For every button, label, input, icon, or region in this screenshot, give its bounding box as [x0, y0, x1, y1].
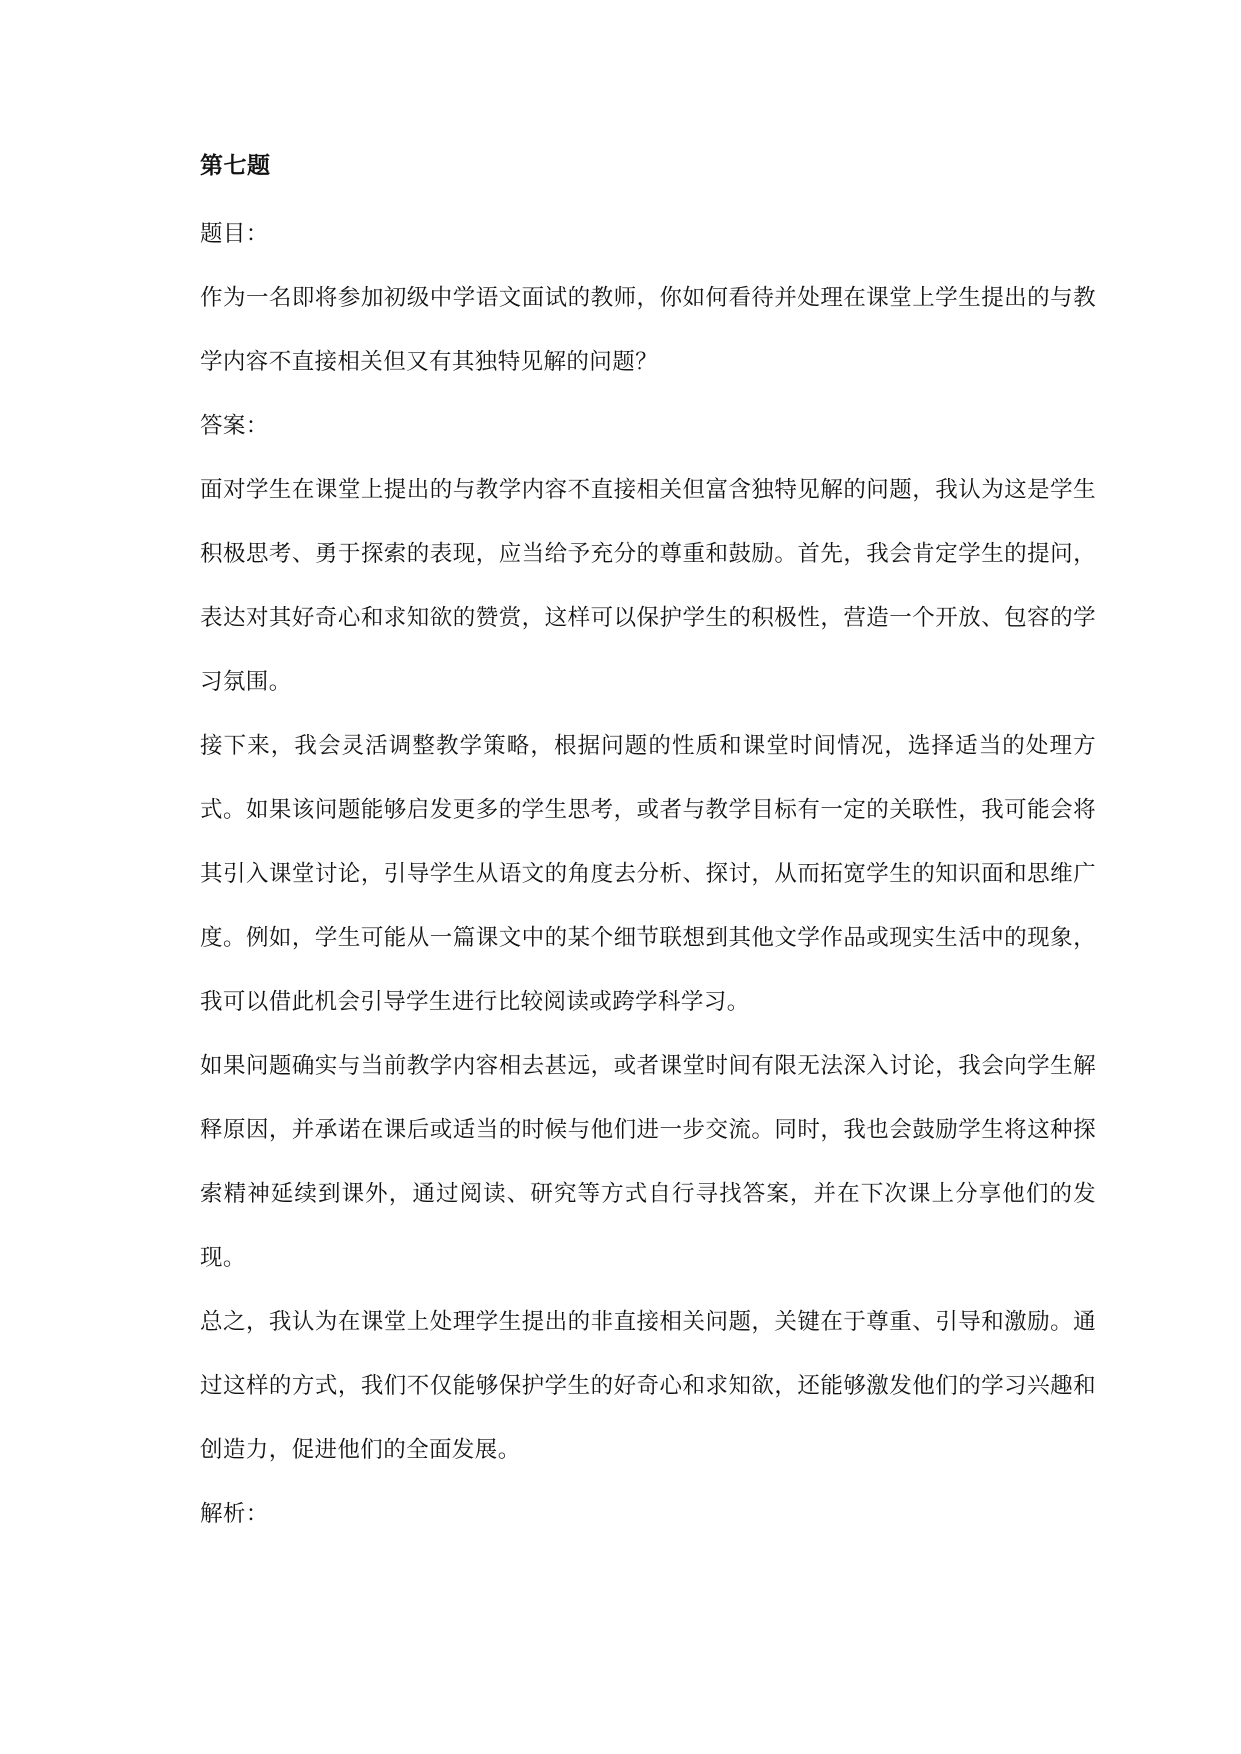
document-page [200, 138, 1096, 1546]
answer-paragraph: 如果问题确实与当前教学内容相去甚远，或者课堂时间有限无法深入讨论，我会向学生解释原因，并承诺在课后或适当的时候与他们进一步交流。同时，我也会鼓励学生将这种探索精神延续到课外，通过阅读、研究等方式自行寻找答案，并在下次课上分享他们的发现。 [200, 1053, 1096, 1271]
question-text: 作为一名即将参加初级中学语文面试的教师，你如何看待并处理在课堂上学生提出的与教学内容不直接相关但又有其独特见解的问题？ [200, 285, 1096, 375]
answer-paragraph: 总之，我认为在课堂上处理学生提出的非直接相关问题，关键在于尊重、引导和激励。通过这样的方式，我们不仅能够保护学生的好奇心和求知欲，还能够激发他们的学习兴趣和创造力，促进他们的全面发展。 [200, 1309, 1096, 1463]
answer-paragraph: 接下来，我会灵活调整教学策略，根据问题的性质和课堂时间情况，选择适当的处理方式。如果该问题能够启发更多的学生思考，或者与教学目标有一定的关联性，我可能会将其引入课堂讨论，引导学生从语文的角度去分析、探讨，从而拓宽学生的知识面和思维广度。例如，学生可能从一篇课文中的某个细节联想到其他文学作品或现实生活中的现象，我可以借此机会引导学生进行比较阅读或跨学科学习。 [200, 733, 1096, 1015]
section-title: 第七题 [200, 153, 271, 179]
answer-label: 答案： [200, 413, 269, 439]
answer-paragraph: 面对学生在课堂上提出的与教学内容不直接相关但富含独特见解的问题，我认为这是学生积极思考、勇于探索的表现，应当给予充分的尊重和鼓励。首先，我会肯定学生的提问，表达对其好奇心和求知欲的赞赏，这样可以保护学生的积极性，营造一个开放、包容的学习氛围。 [200, 477, 1096, 695]
question-label: 题目： [200, 221, 269, 247]
analysis-label: 解析： [200, 1501, 269, 1527]
